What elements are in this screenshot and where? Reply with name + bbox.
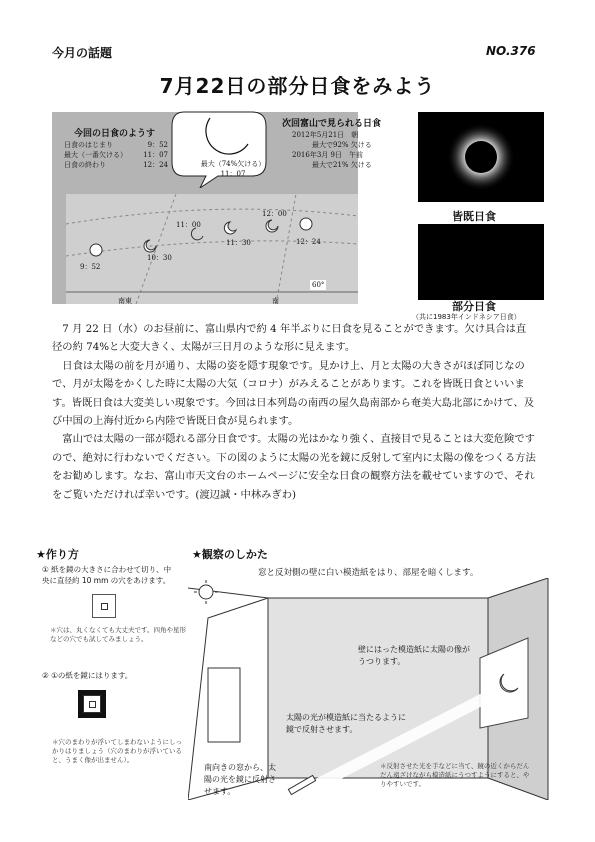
partial-eclipse-photo [418, 224, 544, 300]
crescent-sun-icon [462, 240, 496, 278]
altitude-label: 60° [312, 281, 325, 289]
timeline-row: 日食のはじまり 9：52 [64, 141, 168, 149]
total-eclipse-photo [418, 112, 544, 202]
timeline-row: 最大（一番欠ける） 11：07 [64, 151, 168, 159]
crescent-icon [266, 220, 278, 232]
paragraph: 日食は太陽の前を月が通り、太陽の姿を隠す現象です。見かけ上、月と太陽の大きさがほぼ同じなので、月が太陽をかくした時に太陽の大気（コロナ）がみえることがあります。これを皆既日食といいます。皆既日食は大変美しい現象です。今回は日本列島の南西の屋久島南部から奄美大島北部にかけて、及び中国の上海付近から内陸で皆既日食が見られます。 [52, 359, 535, 428]
figure-section-title: 今回の日食のようす [74, 129, 156, 139]
eclipse-timeline [64, 140, 168, 170]
article-body [52, 320, 536, 504]
photo-credit: （共に1983年インドネシア日食） [412, 313, 521, 321]
wall-label: 壁にはった模造紙に太陽の像がうつります。 [358, 645, 470, 666]
observe-tip: ＊反射させた光を手などに当て、鏡の近くからだんだん遠ざけながら模造紙にうつすようにすると、やりやすいです。 [380, 762, 530, 788]
paragraph: 富山では太陽の一部が隠れる部分日食です。太陽の光はかなり強く、直接目で見ることは大変危険ですので、絶対に行わないでください。下の図のように太陽の光を鏡に反射して室内に太陽の像をつくる方法をお勧めします。なお、富山市天文台のホームページに安全な日食の観察方法を載せていますので、それをご覧いただければ幸いです。(渡辺誠・中林みぎわ) [52, 433, 536, 501]
howto-step1: ① 紙を鏡の大きさに合わせて切り、中央に直径約 10 mm の穴をあけます。 [42, 565, 172, 585]
sky-time: 11：00 [176, 221, 201, 229]
max-eclipse-label: 最大（74%欠ける） 11：07 [200, 160, 266, 178]
observe-title: ★観察のしかた [192, 548, 268, 561]
howto-title: ★作り方 [36, 548, 79, 561]
next-eclipse-info: 2012年5月21日 朝 最大で92% 欠ける 2016年3月 9日 午前 最大で21% 欠ける [292, 131, 372, 169]
sun-icon [90, 244, 102, 256]
crescent-icon [224, 222, 236, 234]
timeline-row: 日食の終わり 12：24 [64, 161, 168, 169]
sky-time: 10：30 [147, 254, 172, 262]
sky-time: 12：24 [296, 238, 321, 246]
sky-time: 11：30 [226, 239, 251, 247]
paper-with-hole [92, 594, 116, 618]
partial-eclipse-caption: 部分日食 [452, 300, 496, 313]
paragraph: 7 月 22 日（水）のお昼前に、富山県内で約 4 年半ぶりに日食を見ることができます。欠け具合は直径の約 74%と大変大きく、太陽が三日月のような形に見えます。 [52, 323, 527, 354]
howto-note1: ＊穴は、丸くなくても大丈夫です。四角や星形などの穴でも試してみましょう。 [50, 626, 186, 643]
window-icon [208, 668, 240, 742]
sky-time: 9：52 [80, 263, 101, 271]
mirror-with-paper [78, 690, 106, 718]
window-label: 南向きの窓から、太陽の光を鏡に反射させます。 [204, 763, 276, 796]
observe-description: 窓と反対側の壁に白い模造紙をはり、部屋を暗くします。 [258, 568, 479, 578]
total-eclipse-caption: 皆既日食 [452, 210, 496, 223]
mirror-label: 太陽の光が模造紙に当たるように鏡で反射させます。 [286, 713, 406, 734]
issue-number: NO.376 [486, 44, 536, 58]
howto-note2: ＊穴のまわりが浮いてしまわないようにしっかりはりましょう（穴のまわりが浮いていると、うまく像が出ません）。 [52, 738, 182, 764]
sky-time: 12：00 [262, 210, 287, 218]
sun-icon [194, 580, 218, 604]
next-eclipse-title: 次回富山で見られる日食 [282, 119, 382, 129]
direction-south: 南 [272, 297, 279, 305]
sun-icon [300, 218, 312, 230]
direction-southeast: 南東 [118, 297, 132, 305]
page-title: 7月22日の部分日食をみよう [159, 74, 436, 98]
topic-label: 今月の話題 [52, 46, 113, 60]
howto-step2: ② ①の紙を鏡にはります。 [42, 671, 133, 680]
